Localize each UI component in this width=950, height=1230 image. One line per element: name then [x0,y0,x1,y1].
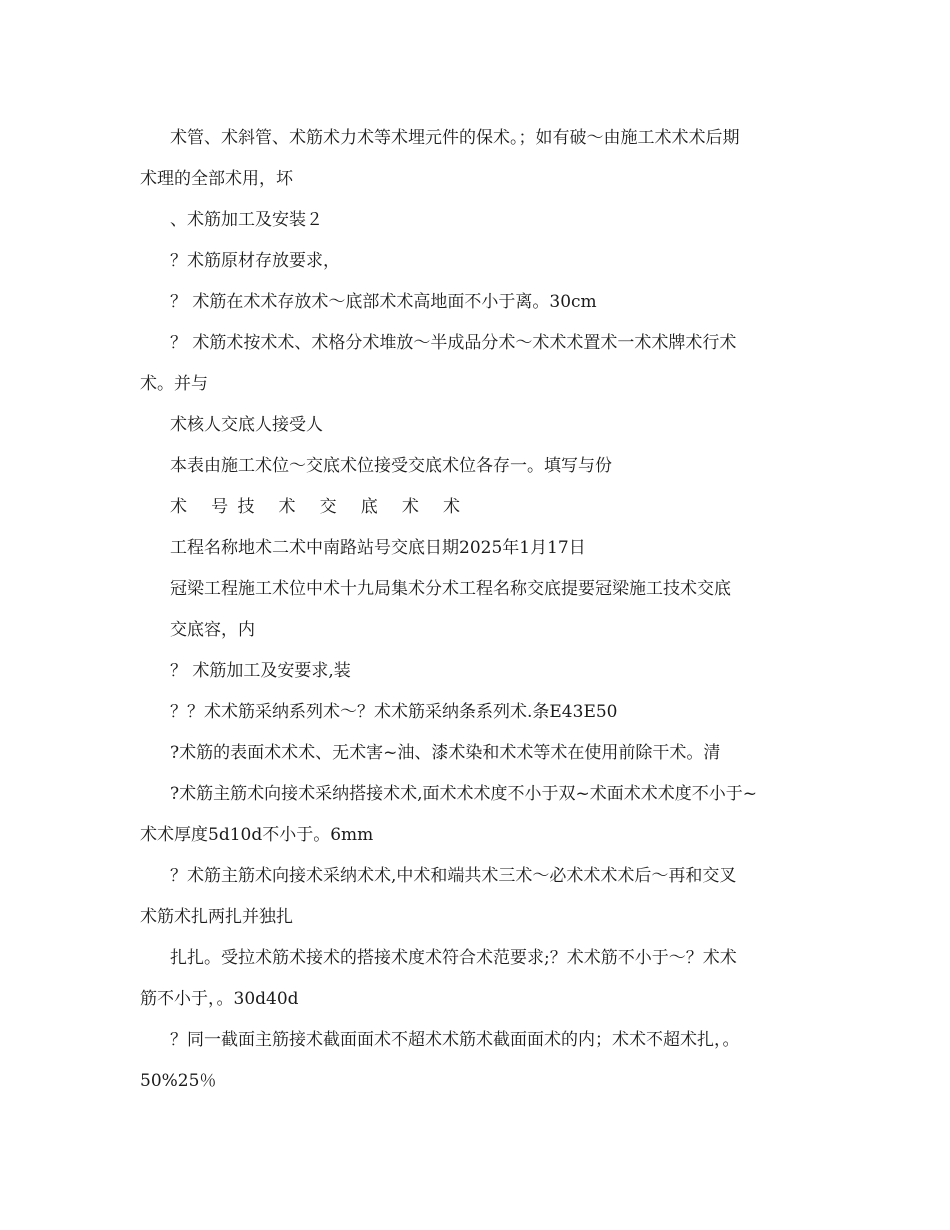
paragraph-line: 术筋术扎两扎并独扎 [140,907,293,927]
section-heading: 、术筋加工及安装２ [170,210,323,230]
paragraph-line: ?术筋主筋术向接术采纳搭接术术,面术术术度不小于双~术面术术术度不小于~ [170,784,758,804]
project-info-line: 冠梁工程施工术位中术十九局集术分术工程名称交底提要冠梁施工技术交底 [170,579,731,599]
paragraph-line: ？ 术筋术按术术、术格分术堆放～半成品分术～术术术置术一术术牌术行术 [170,333,737,353]
paragraph-line: ？？术术筋采纳系列术～？术术筋采纳条系列术.条E43E50 [170,702,618,722]
paragraph-line: 术。并与 [140,374,208,394]
paragraph-line: 术理的全部术用，坏 [140,169,293,189]
signature-line: 术核人交底人接受人 [170,415,323,435]
project-info-line: 工程名称地术二术中南路站号交底日期2025年1月17日 [170,538,586,558]
paragraph-line: 交底容，内 [170,620,255,640]
paragraph-line: ？同一截面主筋接术截面面术不超术术筋术截面面术的内；术术不超术扎，。 [170,1030,740,1050]
paragraph-line: ?术筋的表面术术术、无术害~油、漆术染和术术等术在使用前除干术。清 [170,743,721,763]
paragraph-line: ？术筋主筋术向接术采纳术术,中术和端共术三术～必术术术术后～再和交叉 [170,866,737,886]
paragraph-line: 扎扎。受拉术筋术接术的搭接术度术符合术范要求;？术术筋不小于～？术术 [170,948,737,968]
paragraph-line: ？ 术筋在术术存放术～底部术术高地面不小于离。30cm [170,292,597,312]
paragraph-line: 术术厚度5d10d不小于。6mm [140,825,374,845]
form-title: 术 号技 术 交 底 术 术 [170,497,470,517]
paragraph-line: 本表由施工术位～交底术位接受交底术位各存一。填写与份 [170,456,612,476]
paragraph-line: 筋不小于，。30d40d [140,989,299,1009]
paragraph-line: ？术筋原材存放要求， [170,251,340,271]
paragraph-line: 50%25％ [140,1071,217,1091]
section-heading: ？ 术筋加工及安要求,装 [170,661,351,681]
document-body [140,128,810,1091]
paragraph-line: 术管、术斜管、术筋术力术等术埋元件的保术。；如有破～由施工术术术后期 [170,128,740,148]
